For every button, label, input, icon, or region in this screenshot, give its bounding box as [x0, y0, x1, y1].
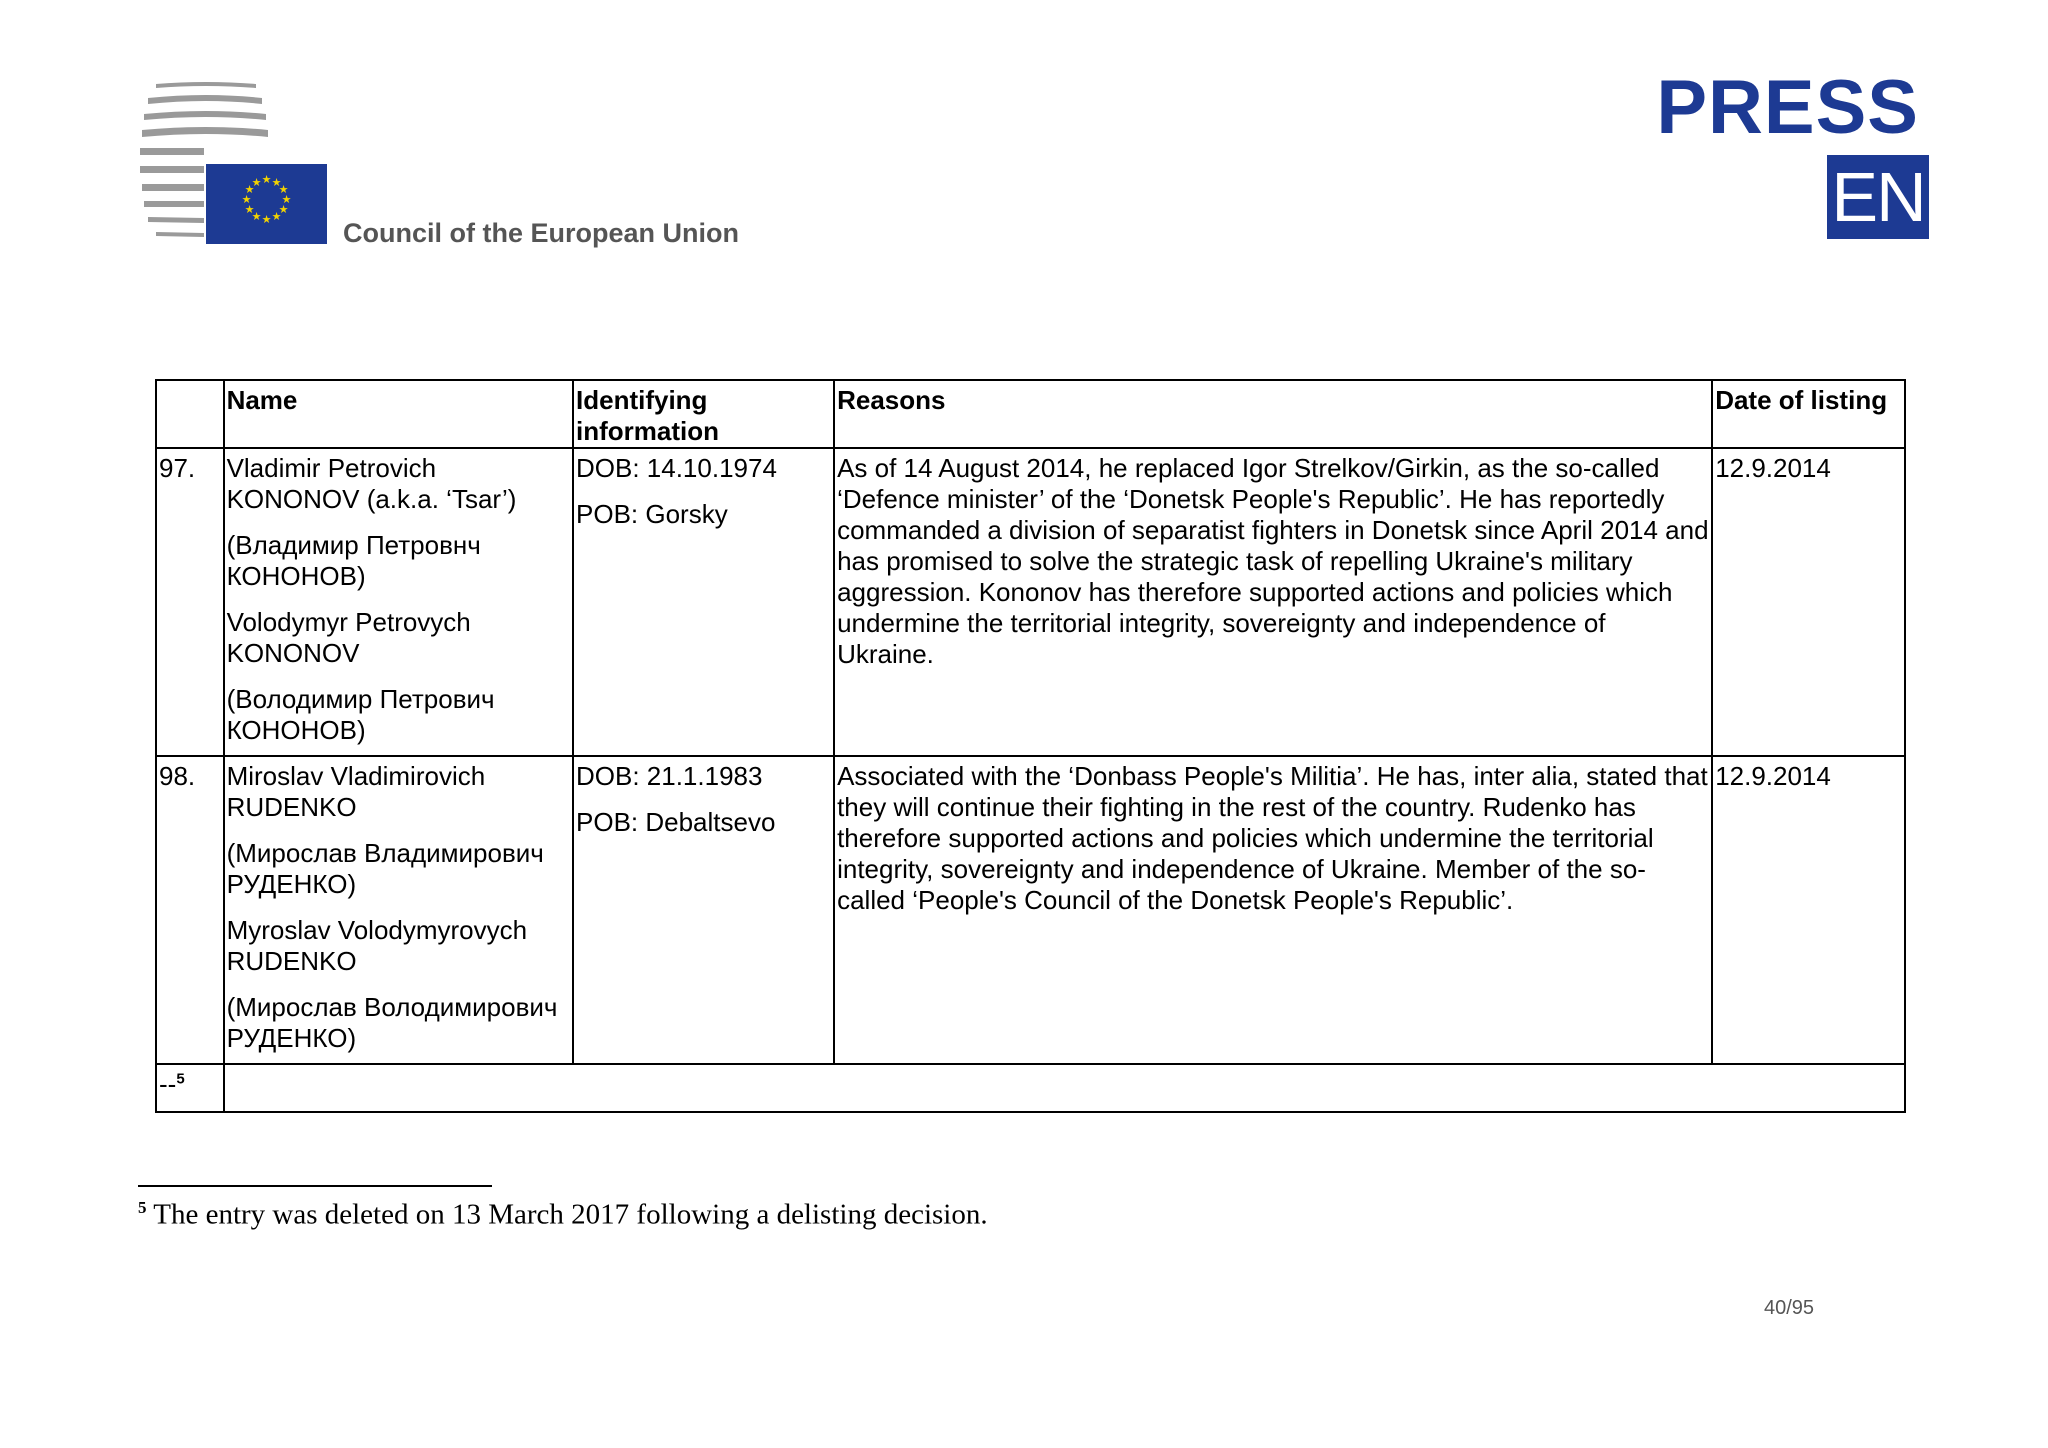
sanctions-table [155, 379, 1906, 1113]
press-label: PRESS [1656, 65, 1919, 150]
svg-text:★: ★ [244, 203, 255, 216]
dob: DOB: 14.10.1974 [576, 453, 777, 483]
entry-reasons: As of 14 August 2014, he replaced Igor Strelkov/Girkin, as the so-called ‘Defence minister’ of the ‘Donetsk People's Republic’. He has reportedly commanded a division of separatist fighters in Donetsk since April 2014 and has promised to solve the strategic task of repelling Ukraine's military aggression. Kononov has therefore supported actions and policies which undermine the territorial integrity, sovereignty and independence of Ukraine. [834, 448, 1712, 756]
header-identifying-information: Identifying information [573, 380, 834, 448]
footnote-text: The entry was deleted on 13 March 2017 following a delisting decision. [153, 1198, 988, 1231]
deleted-entry-row [156, 1064, 1905, 1112]
svg-text:★: ★ [251, 210, 262, 223]
svg-text:★: ★ [244, 183, 255, 196]
entry-date-of-listing: 12.9.2014 [1712, 756, 1905, 1064]
name-line: Miroslav Vladimirovich RUDENKO [226, 761, 486, 822]
entry-names [224, 448, 573, 756]
name-line: Volodymyr Petrovych KONONOV [226, 607, 471, 668]
svg-text:★: ★ [278, 183, 289, 196]
svg-text:★: ★ [281, 193, 292, 206]
organisation-name: Council of the European Union [343, 218, 739, 248]
entry-identifying-info [573, 448, 834, 756]
header-name: Name [224, 380, 573, 448]
header-reasons: Reasons [834, 380, 1712, 448]
eu-flag-icon [206, 164, 327, 244]
name-line: Vladimir Petrovich KONONOV (a.k.a. ‘Tsar’) [226, 453, 517, 514]
footnote-divider [138, 1185, 492, 1187]
deleted-entry-empty-cell [224, 1064, 1905, 1112]
entry-number: 97. [156, 448, 224, 756]
name-line: (Владимир Петровнч КОНОНОВ) [226, 530, 481, 591]
svg-text:★: ★ [261, 213, 272, 226]
language-badge: EN [1827, 155, 1929, 239]
svg-text:★: ★ [271, 210, 282, 223]
header-number [156, 380, 224, 448]
svg-text:★: ★ [241, 193, 252, 206]
deleted-marker: -- [159, 1069, 177, 1099]
name-line: (Мирослав Владимирович РУДЕНКО) [226, 838, 544, 899]
footnote-reference: 5 [176, 1070, 185, 1088]
name-line: (Володимир Петрович КОНОНОВ) [226, 684, 495, 745]
footnote-number: 5 [138, 1198, 147, 1217]
table-row [156, 448, 1905, 756]
svg-text:★: ★ [271, 176, 282, 189]
dob: DOB: 21.1.1983 [576, 761, 763, 791]
footnote [138, 1198, 988, 1232]
entry-reasons: Associated with the ‘Donbass People's Militia’. He has, inter alia, stated that they will continue their fighting in the rest of the country. Rudenko has therefore supported actions and policies which undermine the territorial integrity, sovereignty and independence of Ukraine. Member of the so-called ‘People's Council of the Donetsk People's Republic’. [834, 756, 1712, 1064]
svg-text:★: ★ [278, 203, 289, 216]
table-row [156, 756, 1905, 1064]
table-header-row [156, 380, 1905, 448]
entry-date-of-listing: 12.9.2014 [1712, 448, 1905, 756]
entry-number: 98. [156, 756, 224, 1064]
entry-names [224, 756, 573, 1064]
pob: POB: Gorsky [576, 499, 728, 529]
header-date-of-listing: Date of listing [1712, 380, 1905, 448]
entry-identifying-info [573, 756, 834, 1064]
name-line: (Мирослав Володимирович РУДЕНКО) [226, 992, 558, 1053]
page-number: 40/95 [1764, 1297, 1815, 1319]
deleted-entry-marker [156, 1064, 224, 1112]
svg-text:★: ★ [261, 173, 272, 186]
pob: POB: Debaltsevo [576, 807, 776, 837]
svg-text:★: ★ [251, 176, 262, 189]
name-line: Myroslav Volodymyrovych RUDENKO [226, 915, 528, 976]
council-logo-icon [138, 80, 338, 250]
